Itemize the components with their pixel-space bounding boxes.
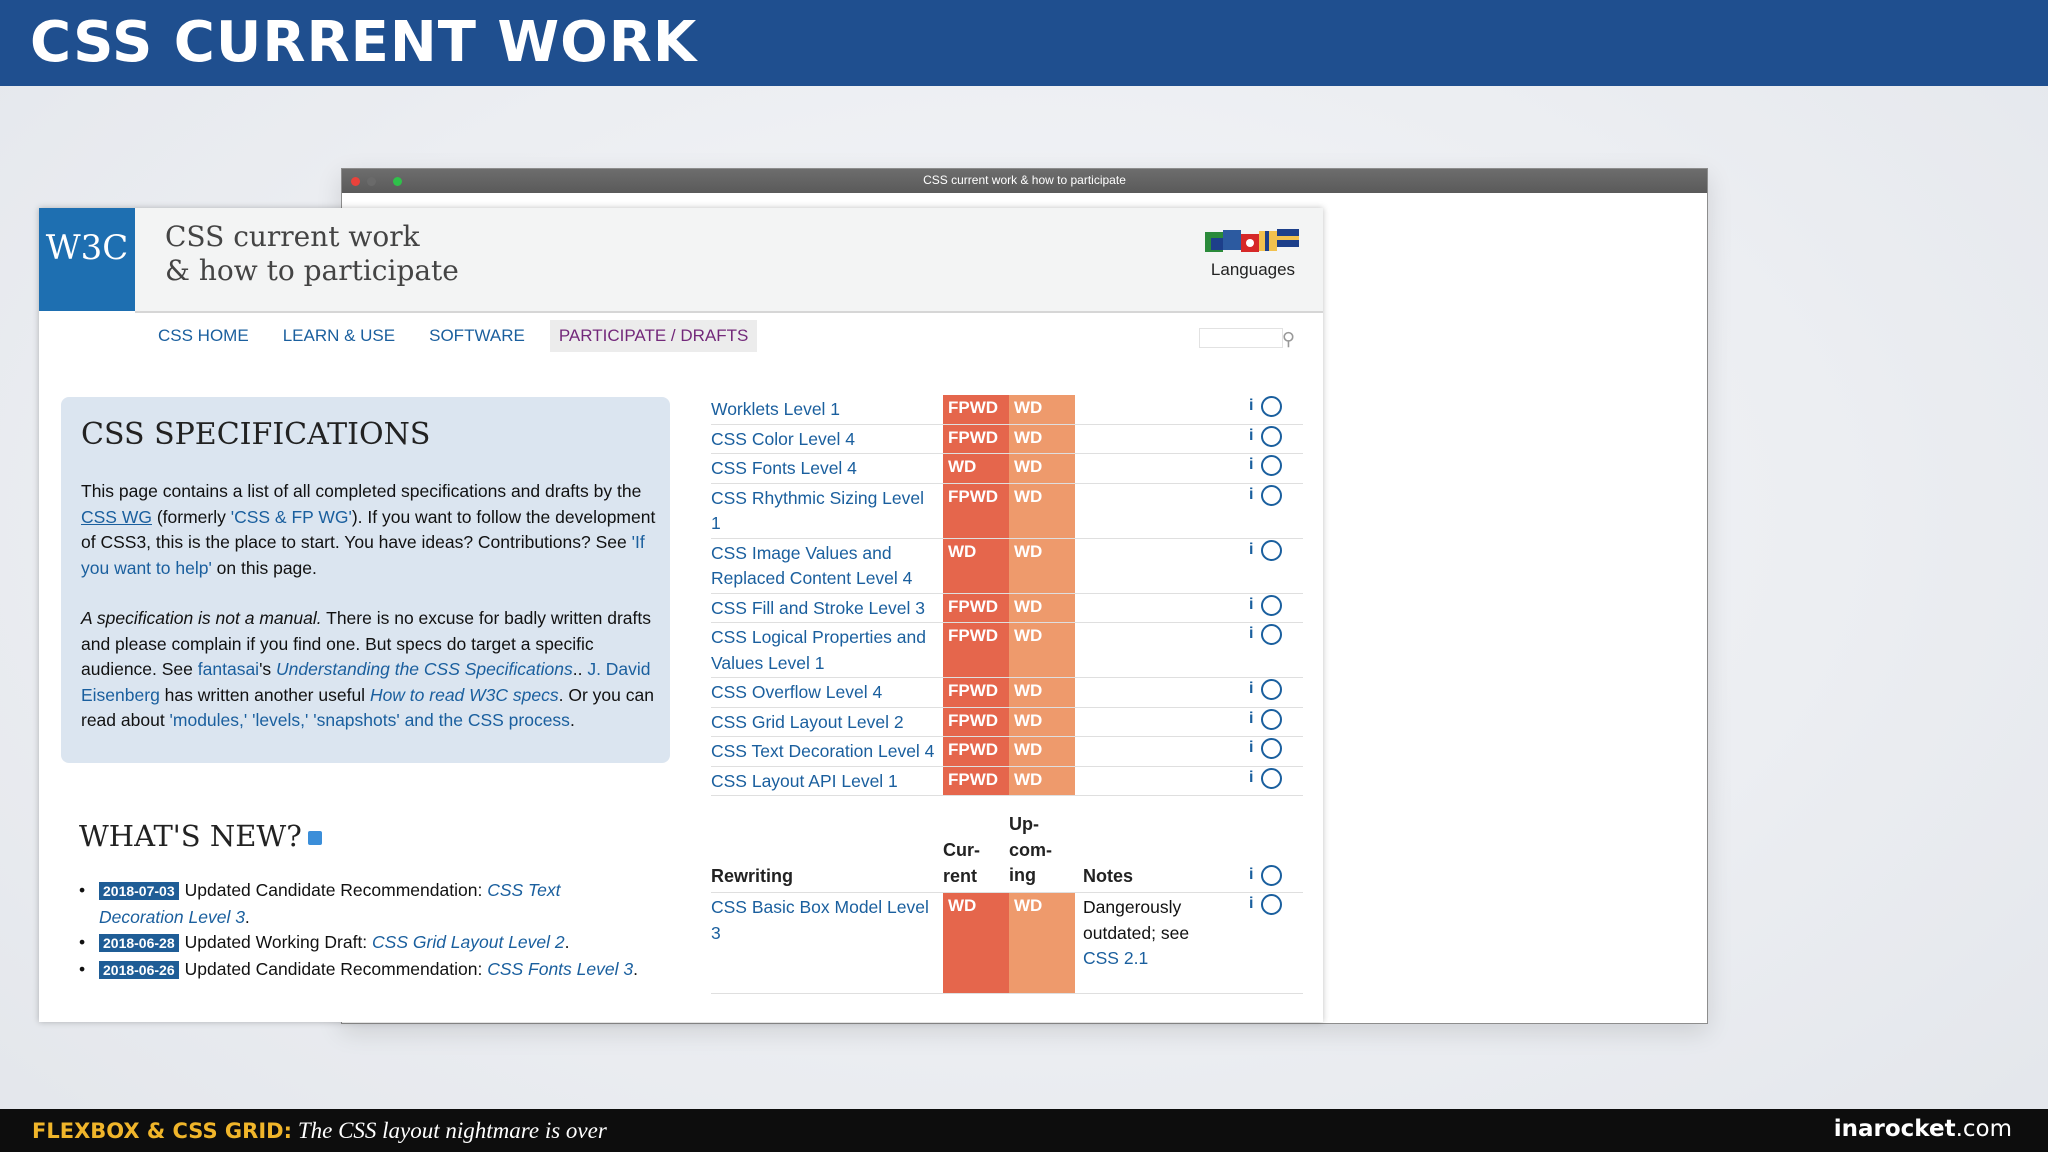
language-flags-icon [1205, 228, 1301, 256]
text: has written another useful [159, 684, 370, 705]
news-text: Updated Candidate Recommendation: [184, 958, 488, 979]
spec-row [711, 623, 1303, 678]
spec-name-link[interactable]: CSS Fonts Level 4 [711, 458, 857, 478]
header-section: Rewriting [711, 866, 794, 886]
upcoming-status: WD [1009, 708, 1075, 737]
specs-intro-text [81, 479, 661, 759]
text: This page contains a list of all completed specifications and drafts by the [81, 481, 642, 501]
spec-name-link[interactable]: CSS Overflow Level 4 [711, 682, 883, 702]
if-you-want-to-help-link[interactable]: 'If you want to help' [81, 532, 645, 578]
spec-name-link[interactable]: Worklets Level 1 [711, 399, 841, 419]
info-icon[interactable]: i [1249, 768, 1254, 786]
news-list [79, 878, 639, 983]
whats-new-title: WHAT'S NEW? [79, 819, 302, 853]
toggle-circle-icon[interactable] [1261, 865, 1282, 886]
current-status: WD [943, 454, 1009, 483]
spec-name-link[interactable]: CSS Grid Layout Level 2 [711, 711, 904, 732]
spec-row [711, 454, 1303, 484]
info-icon[interactable]: i [1249, 456, 1254, 473]
info-icon[interactable]: i [1249, 680, 1254, 697]
text: ). If you want to follow the development of CSS3, this is the place to start. You have ideas? Contributions? See [81, 506, 656, 552]
nav-participate-drafts[interactable]: PARTICIPATE / DRAFTS [550, 320, 758, 352]
spec-row [711, 425, 1303, 455]
spec-row [711, 395, 1303, 425]
text: There is no excuse for badly written drafts and please complain if you find one. But specs do target a specific audience. See [81, 608, 652, 679]
news-item: • 2018-06-26 Updated Candidate Recommendation: CSS Fonts Level 3. [79, 958, 638, 979]
spec-name-link[interactable]: CSS Image Values and Replaced Content Level 4 [711, 542, 913, 588]
toggle-circle-icon[interactable] [1261, 738, 1282, 759]
spec-row [711, 594, 1303, 624]
nav-software[interactable]: SOFTWARE [429, 326, 525, 345]
spec-row [711, 484, 1303, 539]
footer-caption [32, 1117, 607, 1145]
news-item: • 2018-07-03 Updated Candidate Recommendation: CSS Text Decoration Level 3. [79, 880, 561, 927]
text: . [244, 906, 250, 927]
upcoming-status: WD [1009, 484, 1075, 538]
toggle-circle-icon[interactable] [1261, 595, 1282, 616]
whats-new-heading [79, 819, 322, 853]
news-link[interactable]: CSS Fonts Level 3 [487, 958, 634, 979]
text: . [569, 710, 575, 730]
current-status: FPWD [943, 708, 1009, 737]
spec-name-link[interactable]: CSS Color Level 4 [711, 428, 855, 449]
spec-status-table [711, 395, 1303, 994]
info-icon[interactable]: i [1249, 895, 1254, 912]
site-title-line2: & how to participate [165, 254, 459, 287]
info-icon[interactable]: i [1249, 397, 1254, 414]
upcoming-status: WD [1009, 395, 1075, 424]
specs-heading: CSS SPECIFICATIONS [81, 417, 431, 452]
news-text: Updated Working Draft: [184, 932, 373, 952]
info-icon[interactable]: i [1249, 485, 1254, 503]
text: on this page. [211, 557, 317, 578]
text: . Or you can read about [81, 684, 654, 730]
spec-row [711, 737, 1303, 767]
spec-name-link[interactable]: CSS Fill and Stroke Level 3 [711, 597, 925, 618]
current-status: WD [943, 539, 1009, 593]
current-status: FPWD [943, 623, 1009, 677]
footer-bold-text: FLEXBOX & CSS GRID: [32, 1119, 292, 1143]
css-wg-link[interactable]: CSS WG [81, 506, 152, 527]
spec-name-link[interactable]: CSS Rhythmic Sizing Level 1 [711, 487, 924, 533]
slide-title: CSS CURRENT WORK [30, 10, 698, 75]
info-icon[interactable]: i [1249, 595, 1254, 613]
upcoming-status: WD [1009, 893, 1075, 993]
spec-name-link[interactable]: CSS Text Decoration Level 4 [711, 741, 935, 761]
footer-italic-text: The CSS layout nightmare is over [297, 1118, 607, 1143]
info-icon[interactable]: i [1249, 426, 1254, 444]
w3c-logo[interactable]: W3C [39, 208, 135, 311]
news-link[interactable]: CSS Grid Layout Level 2 [372, 932, 565, 952]
upcoming-status: WD [1009, 539, 1075, 593]
toggle-circle-icon[interactable] [1261, 485, 1282, 506]
upcoming-status: WD [1009, 767, 1075, 796]
emphasis-text: A specification is not a manual. [81, 608, 322, 628]
text: . [633, 958, 638, 979]
current-status: FPWD [943, 594, 1009, 623]
slide-footer [0, 1109, 2048, 1152]
header-notes: Notes [1083, 866, 1134, 886]
eisenberg-link[interactable]: J. David Eisenberg [81, 659, 651, 705]
spec-name-link[interactable]: CSS Logical Properties and Values Level 1 [711, 627, 926, 673]
specs-paragraph-1 [81, 479, 661, 581]
upcoming-status: WD [1009, 678, 1075, 707]
news-item: • 2018-06-28 Updated Working Draft: CSS Grid Layout Level 2. [79, 932, 570, 952]
search-icon[interactable]: ⚲ [1281, 329, 1295, 349]
info-icon[interactable]: i [1249, 866, 1254, 883]
rss-icon[interactable] [308, 831, 322, 845]
info-icon[interactable]: i [1249, 739, 1254, 756]
css-process-link[interactable]: 'modules,' 'levels,' 'snapshots' and the CSS process [169, 710, 570, 730]
toggle-circle-icon[interactable] [1261, 426, 1282, 447]
current-status: FPWD [943, 767, 1009, 796]
current-status: FPWD [943, 395, 1009, 424]
header-current: Cur- rent [943, 840, 980, 886]
specs-paragraph-2 [81, 606, 661, 734]
css-specifications-box [61, 397, 670, 763]
current-status: WD [943, 893, 1009, 993]
toggle-circle-icon[interactable] [1261, 894, 1282, 915]
footer-brand [1834, 1116, 2012, 1142]
toggle-circle-icon[interactable] [1261, 768, 1282, 789]
news-text: Updated Candidate Recommendation: [184, 880, 488, 900]
search-input[interactable] [1199, 328, 1283, 348]
spec-row [711, 539, 1303, 594]
current-status: FPWD [943, 678, 1009, 707]
css21-link[interactable]: CSS 2.1 [1083, 948, 1149, 968]
upcoming-status: WD [1009, 425, 1075, 454]
upcoming-status: WD [1009, 594, 1075, 623]
spec-row [711, 708, 1303, 738]
date-badge: 2018-06-26 [99, 961, 179, 979]
date-badge: 2018-06-28 [99, 934, 179, 952]
css-fp-wg-link[interactable]: 'CSS & FP WG' [230, 506, 352, 527]
brand-rest: .com [1955, 1116, 2012, 1142]
current-status: FPWD [943, 425, 1009, 454]
toggle-circle-icon[interactable] [1261, 455, 1282, 476]
spec-note [1083, 895, 1203, 972]
w3c-page [39, 208, 1323, 1022]
text: . [564, 932, 570, 952]
info-icon[interactable]: i [1249, 540, 1254, 558]
rewriting-table-header [711, 814, 1303, 893]
site-title [165, 220, 459, 288]
toggle-circle-icon[interactable] [1261, 679, 1282, 700]
upcoming-status: WD [1009, 454, 1075, 483]
header-upcoming: Up- com- ing [1009, 814, 1053, 885]
how-to-read-specs-link[interactable]: How to read W3C specs [369, 684, 559, 705]
info-icon[interactable]: i [1249, 625, 1254, 642]
spec-row [711, 767, 1303, 797]
flags-icon [1203, 228, 1303, 256]
note-text: Dangerously outdated; see [1083, 897, 1190, 943]
fantasai-link[interactable]: fantasai [197, 659, 260, 679]
window-titlebar [342, 169, 1707, 193]
toggle-circle-icon[interactable] [1261, 624, 1282, 645]
text: .. [572, 659, 588, 679]
nav-learn-use[interactable]: LEARN & USE [282, 326, 396, 345]
upcoming-status: WD [1009, 623, 1075, 677]
spec-name-link[interactable]: CSS Layout API Level 1 [711, 770, 898, 791]
text: (formerly [151, 506, 231, 527]
site-title-line1: CSS current work [165, 220, 420, 253]
toggle-circle-icon[interactable] [1261, 396, 1282, 417]
text: 's [259, 659, 277, 679]
spec-name-link[interactable]: CSS Basic Box Model Level 3 [711, 897, 929, 943]
current-status: FPWD [943, 737, 1009, 766]
window-title: CSS current work & how to participate [923, 173, 1126, 187]
date-badge: 2018-07-03 [99, 882, 179, 900]
news-link[interactable]: CSS Text Decoration Level 3 [99, 880, 561, 927]
slide-title-bar [0, 0, 2048, 86]
spec-row [711, 893, 1303, 994]
languages-selector[interactable] [1203, 228, 1303, 280]
understanding-css-specs-link[interactable]: Understanding the CSS Specifications [276, 659, 573, 679]
languages-label: Languages [1210, 260, 1296, 279]
toggle-circle-icon[interactable] [1261, 709, 1282, 730]
spec-row [711, 678, 1303, 708]
nav-css-home[interactable]: CSS HOME [158, 326, 249, 345]
current-status: FPWD [943, 484, 1009, 538]
brand-bold: inarocket [1833, 1116, 1956, 1142]
upcoming-status: WD [1009, 737, 1075, 766]
toggle-circle-icon[interactable] [1261, 540, 1282, 561]
info-icon[interactable]: i [1249, 709, 1254, 727]
main-nav [149, 320, 773, 352]
